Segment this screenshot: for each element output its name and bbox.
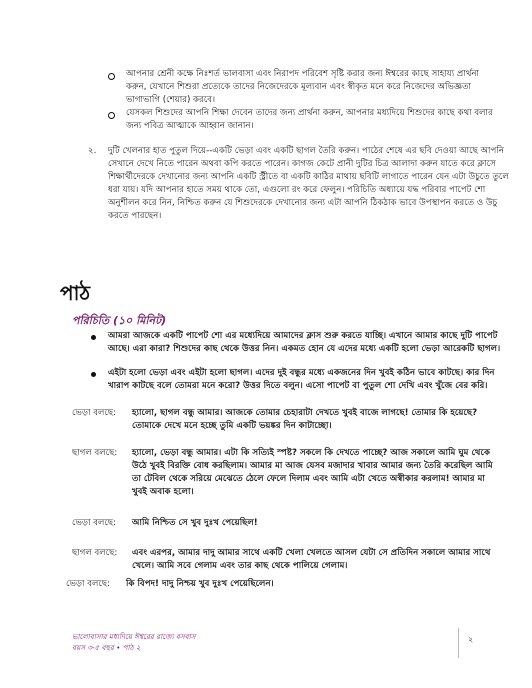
sub-item-1-line-1: আপনার শ্রেনী কক্ষে নিঃশর্ত ভালবাসা এবং নিরাপদ পরিবেশ সৃষ্টি করার জন্য ঈশ্বরের কাছে সাহায্য প্রার্থনা	[126, 69, 480, 79]
section-heading: পাঠ	[60, 281, 91, 305]
item2-line-1: দুটি খেলনার হাত পুতুল দিয়ে--একটি ভেড়া এবং একটি ছাগল তৈরি করুন। পাঠের শেষে এর ছবি দেওয়া আছে আপনি	[108, 146, 504, 156]
dialogue-5-line-1: কি বিপদ! দাদু নিশ্চয় খুব দুঃখ পেয়েছিলেন।	[126, 579, 274, 589]
bullet-icon	[91, 372, 96, 377]
sub-item-2-line-1: যেসকল শিশুদের আপনি শিক্ষা দেবেন তাদের জন্য প্রার্থনা করুন, আপনার মধ্যদিয়ে শিশুদের কাছে কথা বলার	[126, 108, 493, 118]
dialogue-1-line-1: হ্যালো, ছাগল বন্ধু আমার। আজকে তোমার চেহারাটা দেখতে খুবই বাজে লাগছে! তোমার কি হয়েছে?	[132, 408, 478, 418]
sub-item-1-line-2: করুন, যেখানে শিশুরা প্রত্যেকে তাদের নিজেদেরকে মূল্যবান এবং স্বীকৃত মনে করে নিজেদের অভিজ্ঞতা	[126, 82, 472, 92]
item2-line-3: শিক্ষার্থীদেরকে দেখানোর জন্য আপনি একটি স্ট্রীতে বা একটি কাঠির মাথায় ছবিটি লাগাতে পারেন যেন এটা উচুতে তুলে	[108, 172, 509, 182]
footer-title: ভালোবাসার মধ্যদিয়ে ঈশ্বরের রাজ্যে বসবাস	[72, 632, 196, 641]
dialogue-2-line-1: হ্যালো, ভেড়া বন্ধু আমার। এটা কি সত্যিই স্পষ্ট? সকলে কি দেখতে পাচ্ছে? আজ সকালে আমি ঘুম থেকে	[132, 448, 490, 458]
page-number: ২	[468, 635, 474, 644]
sub-bullet-icon	[108, 73, 115, 80]
bullet-icon	[91, 335, 96, 340]
item2-line-6: করতে পারছেন।	[108, 211, 162, 221]
dialogue-4-line-2: খেলে। আমি সবে গেলাম এবং তার কাছ থেকে পালিয়ে গেলাম।	[132, 561, 348, 571]
footer-subtitle: বয়স ৩-৫ বছর • পাঠ ২	[72, 643, 141, 652]
dialogue-2-line-2: উঠে খুবই বিরক্তি বোধ করছিলাম। আমার মা আজ যেসব মজাদার খাবার আমার জন্য তৈরি করেছিল আমি	[132, 461, 493, 471]
sub-item-2-line-2: জন্য পবিত্র আত্মাকে আহ্বান জানান।	[126, 121, 254, 131]
section-subheading: পরিচিতি (১০ মিনিট)	[72, 314, 167, 327]
list-item-number: ২.	[88, 146, 97, 156]
speaker-label: ভেড়া বলছে:	[72, 408, 116, 418]
bullet-2-line-1: এইটা হলো ভেড়া এবং এইটা হলো ছাগল। এদের দুই বন্ধুর মধ্যে একজনের দিন খুবই কঠিন ভাবে কাটছে। কার দিন	[108, 368, 495, 378]
speaker-label: ভেড়া বলছে:	[72, 518, 116, 528]
sub-item-1-line-3: ভাগাভাগি (শেয়ার) করবে।	[126, 95, 216, 105]
dialogue-2-line-4: খুবই অবাক হলো।	[132, 487, 194, 497]
dialogue-1-line-2: তোমাকে দেখে মনে হচ্ছে তুমি একটি ভয়ঙ্কর দিন কাটাচ্ছো।	[132, 421, 332, 431]
sub-bullet-icon	[108, 112, 115, 119]
bullet-1-line-2: আছে। এরা কারা? শিশুদের কাছ থেকে উত্তর নিন। একমত হোন যে এদের মধ্যে একটি হলো ভেড়া আরেকটি ছাগল।	[108, 344, 501, 354]
dialogue-4-line-1: এবং এরপর, আমার দাদু আমার সাথে একটি খেলা খেলতে আসল যেটা সে প্রতিদিন সকালে আমার সাথে	[132, 548, 491, 558]
speaker-label: ভেড়া বলছে:	[66, 579, 110, 589]
speaker-label: ছাগল বলছে:	[72, 548, 118, 558]
bullet-1-line-1: আমরা আজকে একটি পাপেট শো এর মধ্যেদিয়ে আমাদের ক্লাস শুরু করতে যাচ্ছি। এখানে আমার কাছে দুটি পাপেট	[108, 331, 498, 341]
footer-divider	[458, 628, 459, 658]
item2-line-2: সেখানে দেখে নিতে পারেন অথবা কপি করতে পারেন। কাগজ কেটে প্রানী দুটির চিত্র আলাদা করুন যাতে করে ক্লাসে	[108, 159, 496, 169]
bullet-2-line-2: খারাপ কাটছে বলে তোমরা মনে করো? উত্তর দিতে বলুন। এসো পাপেট বা পুতুল শো দেখি এবং খুঁজে বের করি।	[108, 381, 488, 391]
dialogue-2-line-3: তা টেবিল থেকে সরিয়ে মেঝেতে ঠেলে ফেলে দিলাম এবং আমি এটা খেতে অস্বীকার করলাম! আমার মা	[132, 474, 485, 484]
item2-line-4: ধরা যায়। যদি আপনার হাতে সময় থাকে তো, এগুলো রং করে ফেলুন। পরিচিতি অধ্যায়ে যদ্ধ পরিবার পাপেট শো	[108, 185, 486, 195]
speaker-label: ছাগল বলছে:	[72, 448, 118, 458]
dialogue-3-line-1: আমি নিশ্চিত সে খুব দুঃখ পেয়েছিল!	[132, 518, 258, 528]
item2-line-5: অনুশীলন করে নিন, নিশ্চিত করুন যে শিশুদেরকে দেখানোর জন্য এটা আপনি ঠিকঠাক ভাবে উপস্থাপন করতে ও উচু	[108, 198, 498, 208]
